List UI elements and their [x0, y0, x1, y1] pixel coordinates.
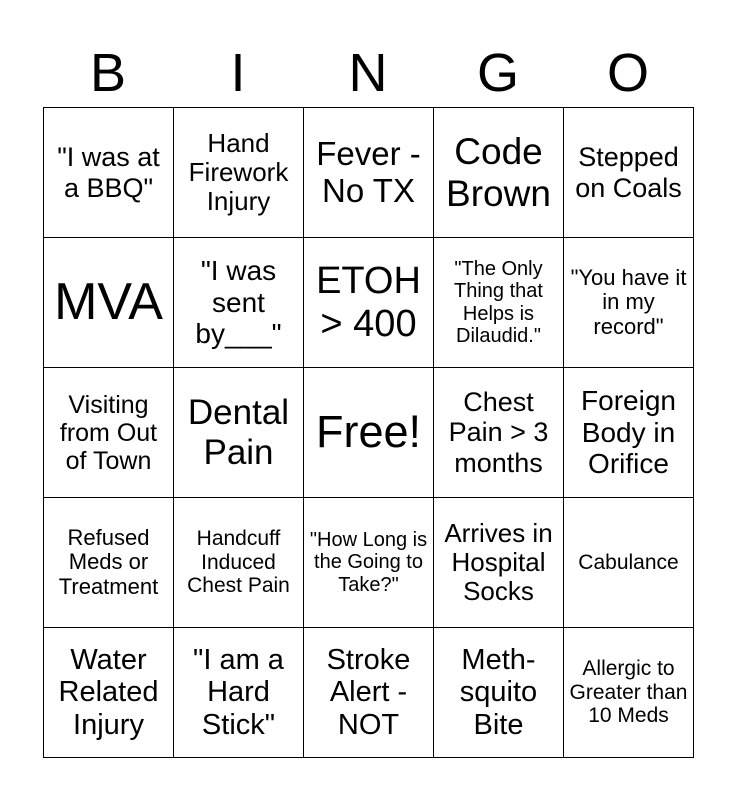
bingo-cell[interactable]: [174, 628, 304, 758]
bingo-cell[interactable]: [44, 368, 174, 498]
header-letter-b: B: [89, 43, 127, 103]
cell-label: "I was at a BBQ": [57, 142, 160, 203]
cell-label: Code Brown: [446, 131, 551, 214]
cell-label: Hand Firework Injury: [188, 127, 289, 217]
header-letter-o: O: [606, 43, 649, 103]
cell-label: Dental Pain: [187, 393, 290, 472]
bingo-board: [43, 107, 694, 758]
cell-label: "How Long is the Going to Take?": [309, 528, 428, 596]
cell-label: Allergic to Greater than 10 Meds: [569, 657, 688, 728]
bingo-cell[interactable]: [564, 368, 694, 498]
cell-label: Chest Pain > 3 months: [448, 387, 549, 478]
bingo-cell[interactable]: [564, 108, 694, 238]
cell-label: Free!: [315, 406, 422, 458]
bingo-cell[interactable]: [564, 628, 694, 758]
bingo-cell[interactable]: [434, 238, 564, 368]
bingo-cell[interactable]: [44, 628, 174, 758]
cell-label: Stepped on Coals: [575, 142, 682, 203]
cell-label: ETOH > 400: [316, 259, 421, 345]
cell-label: Refused Meds or Treatment: [58, 524, 159, 599]
cell-label: MVA: [54, 273, 163, 332]
bingo-cell[interactable]: [44, 498, 174, 628]
cell-label: Stroke Alert - NOT: [326, 643, 411, 741]
bingo-cell[interactable]: [434, 368, 564, 498]
cell-label: "The Only Thing that Helps is Dilaudid.": [454, 257, 543, 347]
bingo-cell[interactable]: [304, 108, 434, 238]
header-letter-n: N: [348, 43, 388, 103]
bingo-header: [43, 40, 693, 106]
bingo-cell[interactable]: [174, 368, 304, 498]
bingo-cell[interactable]: [564, 498, 694, 628]
bingo-cell[interactable]: [304, 238, 434, 368]
bingo-cell[interactable]: [304, 628, 434, 758]
header-letter-i: I: [230, 43, 246, 103]
cell-label: Meth-squito Bite: [459, 643, 538, 741]
bingo-cell[interactable]: [174, 498, 304, 628]
bingo-cell[interactable]: [434, 498, 564, 628]
cell-label: Arrives in Hospital Socks: [444, 517, 553, 607]
bingo-cell[interactable]: [174, 108, 304, 238]
cell-label: "I was sent by___": [195, 255, 282, 350]
bingo-cell[interactable]: [564, 238, 694, 368]
cell-label: Handcuff Induced Chest Pain: [187, 527, 290, 598]
bingo-cell[interactable]: [304, 498, 434, 628]
bingo-cell[interactable]: [44, 108, 174, 238]
bingo-cell[interactable]: [174, 238, 304, 368]
bingo-cell[interactable]: [434, 628, 564, 758]
cell-label: "I am a Hard Stick": [193, 643, 284, 741]
cell-label: Cabulance: [578, 550, 679, 574]
cell-label: Fever - No TX: [316, 134, 421, 209]
bingo-cell[interactable]: [44, 238, 174, 368]
cell-label: "You have it in my record": [570, 264, 687, 339]
cell-label: Visiting from Out of Town: [59, 390, 158, 475]
free-space-cell[interactable]: [304, 368, 434, 498]
bingo-cell[interactable]: [434, 108, 564, 238]
header-letter-g: G: [476, 43, 519, 103]
cell-label: Water Related Injury: [58, 643, 159, 741]
cell-label: Foreign Body in Orifice: [581, 385, 676, 480]
